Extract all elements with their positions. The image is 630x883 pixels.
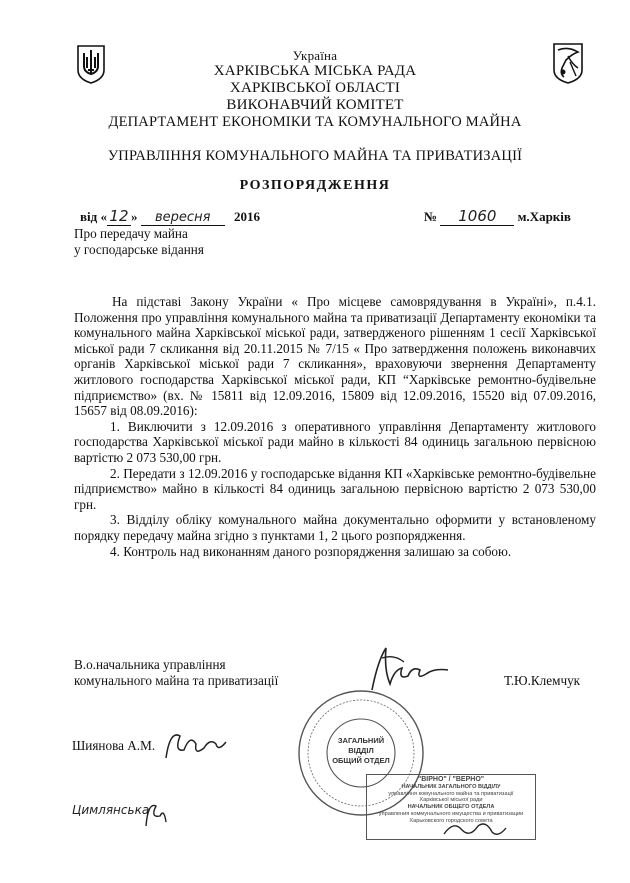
round-stamp-line-3: ОБЩИЙ ОТДЕЛ (332, 756, 390, 765)
signatory-name: Т.Ю.Клемчук (504, 673, 581, 688)
stamp-line-3: управління комунального майна та приватизації (388, 790, 514, 797)
date-line (80, 207, 260, 226)
document-number: 1060 (440, 207, 514, 226)
executor-name: Шиянова А.М. (72, 738, 156, 753)
signatory-position-1: В.о.начальника управління (74, 657, 226, 672)
stamp-signature-icon (440, 816, 510, 842)
item-1-paragraph: 1. Виключити з 12.09.2016 з оперативного управління Департаменту житлового господарства Харківської міської ради майно в кількості 84 одиниць загальною первісною вартістю 2 073 530,00 грн. (74, 418, 596, 465)
date-mid: » (130, 209, 138, 224)
round-stamp-line-2: ВІДДІЛ (348, 746, 374, 755)
date-day: 12 (107, 207, 131, 226)
number-line (424, 207, 571, 226)
header-committee: ВИКОНАВЧИЙ КОМІТЕТ (226, 97, 404, 113)
approver-signature-icon (140, 796, 170, 832)
item-3-paragraph: 3. Відділу обліку комунального майна документально оформити у встановленому порядку передачу майна згідно з пунктами 1, 2 цього розпорядження. (74, 512, 596, 543)
stamp-line-1: "ВІРНО" / "ВЕРНО" (417, 776, 485, 783)
item-4-paragraph: 4. Контроль над виконанням даного розпорядження залишаю за собою. (110, 543, 512, 559)
city: м.Харків (517, 209, 571, 224)
stamp-line-2: НАЧАЛЬНИК ЗАГАЛЬНОГО ВІДДІЛУ (401, 783, 501, 790)
header-region: ХАРКІВСЬКОЇ ОБЛАСТІ (229, 80, 401, 96)
subject-line-2: у господарське відання (74, 242, 204, 257)
document-body (74, 294, 596, 559)
header-department: ДЕПАРТАМЕНТ ЕКОНОМІКИ ТА КОМУНАЛЬНОГО МАЙНА (108, 114, 522, 130)
number-prefix: № (424, 209, 438, 224)
stamp-line-6: управления коммунального имущества и приватизации (378, 810, 524, 817)
stamp-line-5: НАЧАЛЬНИК ОБЩЕГО ОТДЕЛА (407, 804, 495, 811)
round-stamp-line-1: ЗАГАЛЬНИЙ (337, 736, 385, 745)
stamp-line-4: Харківської міської ради (419, 797, 483, 804)
subject-line-1: Про передачу майна (74, 226, 188, 241)
header-directorate: УПРАВЛІННЯ КОМУНАЛЬНОГО МАЙНА ТА ПРИВАТИЗАЦІЇ (107, 148, 523, 164)
approver-name: Цимлянська (72, 803, 150, 817)
document-type: РОЗПОРЯДЖЕННЯ (239, 178, 391, 193)
executor-signature-icon (160, 722, 230, 768)
stamp-line-7: Харьковского городского совета (409, 817, 493, 824)
item-2-paragraph: 2. Передати з 12.09.2016 у господарське відання КП «Харківське ремонтно-будівельне підприємство» майно в кількості 84 одиниць загальною первісною вартістю 2 073 530,00 грн. (74, 465, 596, 512)
date-prefix: від « (80, 209, 107, 224)
preamble-paragraph: На підставі Закону України « Про місцеве самоврядування в Україні», п.4.1. Положення про управління комунального майна та приватизації Департаменту економіки та комунального майна Харківської міської ради, затвердженого рішенням 1 сесії Харківської міської ради 7 скликання від 20.11.2015 № 7/15 « Про затвердження положень виконавчих органів Харківської міської ради 7 скликання», враховуючи звернення Департаменту житлового господарства Харківської міської ради, КП “Харківське ремонтно-будівельне підприємство» (вх. № 15811 від 12.09.2016, 15809 від 12.09.2016, 15520 від 07.09.2016, 15657 від 08.09.2016): (74, 294, 596, 419)
date-month: вересня (141, 210, 225, 226)
signatory-position-2: комунального майна та приватизації (74, 673, 279, 688)
header-council: ХАРКІВСЬКА МІСЬКА РАДА (213, 63, 417, 79)
header-country: Україна (292, 48, 338, 63)
date-year: 2016 (233, 209, 260, 224)
